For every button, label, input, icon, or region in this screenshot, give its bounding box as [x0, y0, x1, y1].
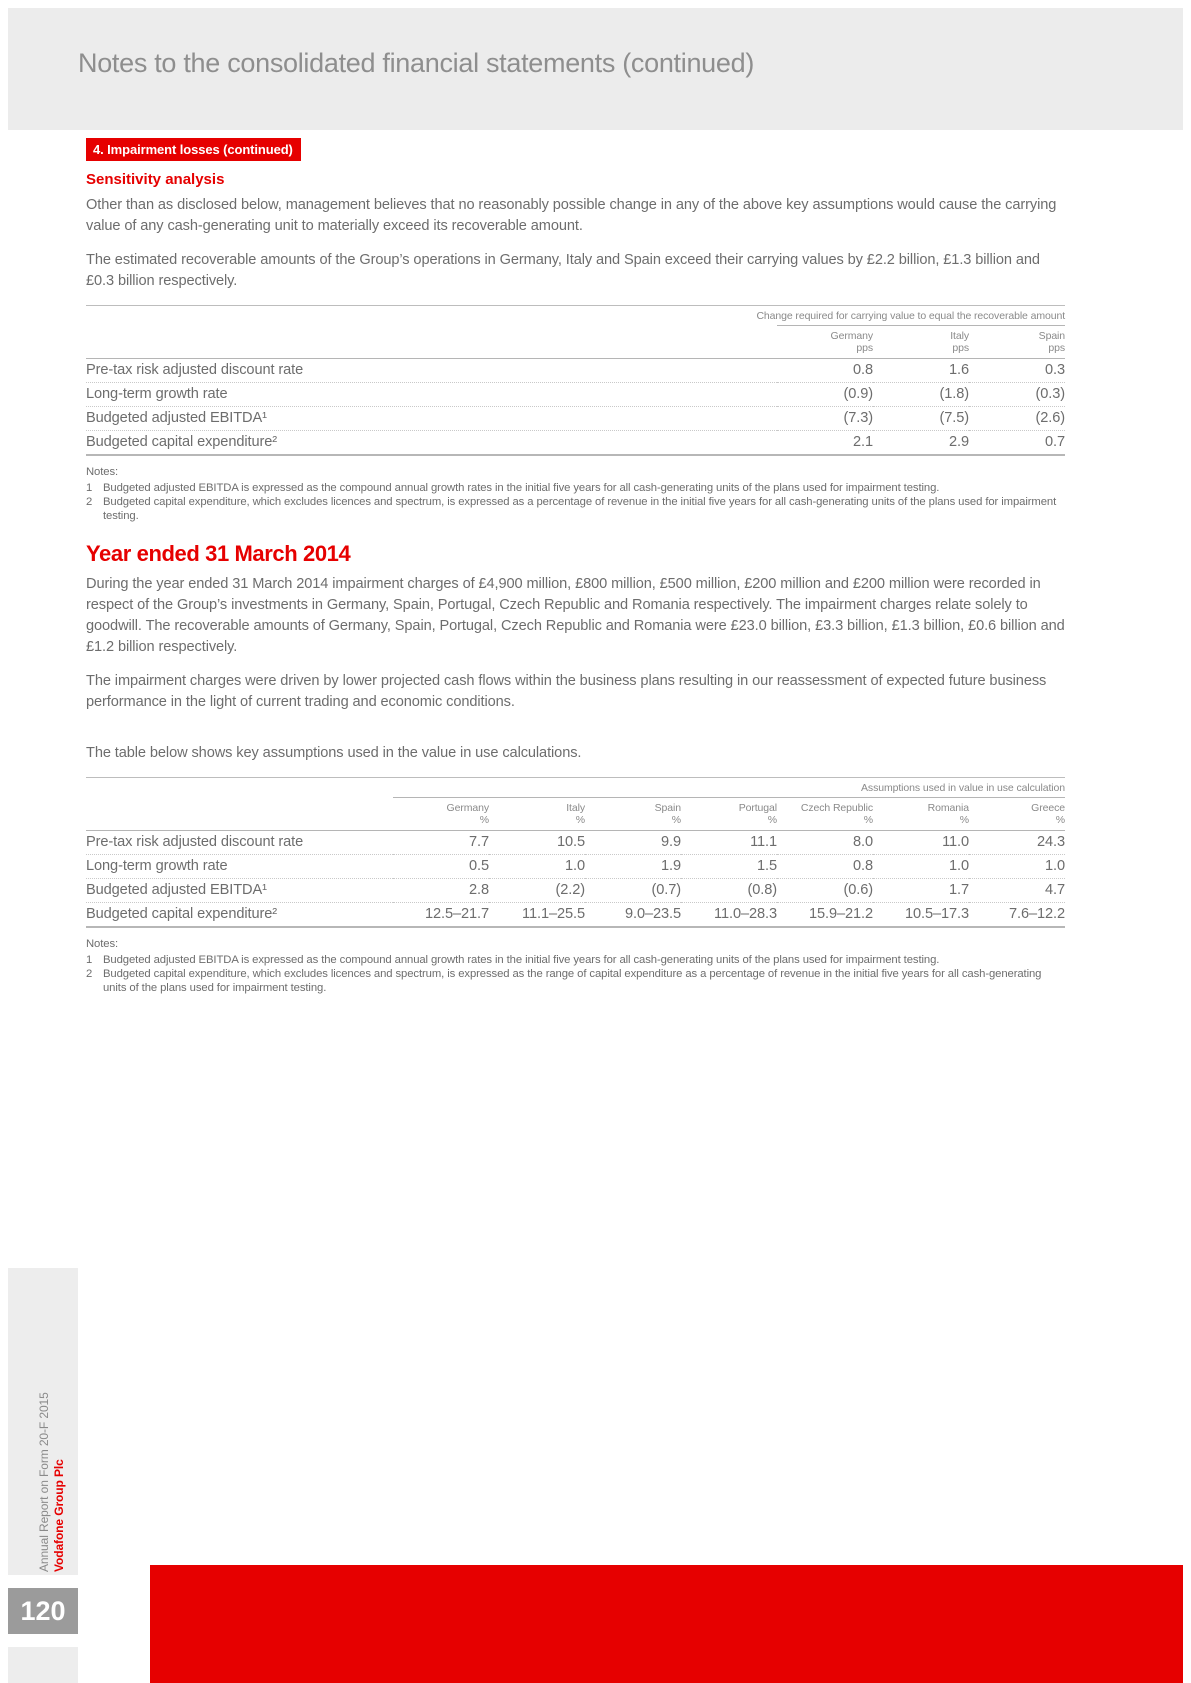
column-header-portugal: Portugal % — [681, 798, 777, 831]
carrying-value-sensitivity-table — [86, 305, 1065, 456]
value-cell: 9.9 — [585, 831, 681, 855]
row-label: Budgeted capital expenditure² — [86, 903, 393, 928]
value-cell: 11.0 — [873, 831, 969, 855]
column-header-germany: Germany % — [393, 798, 489, 831]
value-cell: 1.9 — [585, 855, 681, 879]
table-row — [86, 359, 1065, 383]
column-header-empty — [86, 798, 393, 831]
value-cell: (7.3) — [777, 407, 873, 431]
year2014-paragraph-3: The table below shows key assumptions used in the value in use calculations. — [86, 745, 582, 761]
table-row — [86, 407, 1065, 431]
page-title: Notes to the consolidated financial statements (continued) — [78, 48, 755, 78]
sidebar-brand: Vodafone Group Plc — [52, 1459, 66, 1572]
value-cell: (2.2) — [489, 879, 585, 903]
sidebar-vertical-text — [37, 1392, 67, 1572]
table-row — [86, 431, 1065, 456]
table-spanner — [86, 306, 1065, 327]
notes-heading: Notes: — [86, 938, 119, 950]
value-cell: 1.6 — [873, 359, 969, 383]
table-spanner-label: Assumptions used in value in use calculation — [861, 782, 1065, 794]
page-number-box — [8, 1588, 78, 1634]
sensitivity-heading: Sensitivity analysis — [86, 171, 225, 188]
value-cell: (0.9) — [777, 383, 873, 407]
note-item: 1 Budgeted adjusted EBITDA is expressed as the compound annual growth rates in the initial five years for all cash-generating units of the plans used for impairment testing. — [86, 481, 940, 494]
value-cell: (7.5) — [873, 407, 969, 431]
column-header-italy: Italy % — [489, 798, 585, 831]
year2014-paragraph-1: During the year ended 31 March 2014 impairment charges of £4,900 million, £800 million, £500 million, £200 million and £200 million were recorded in respect of the Group’s investments in Germany, Spain, Portugal, Czech Republic and Romania respectively. The impairment charges relate solely to goodwill. The recoverable amounts of Germany, Spain, Portugal, Czech Republic and Romania were £23.0 billion, £3.3 billion, £1.3 billion, £0.6 billion and £1.2 billion respectively. — [86, 576, 1065, 655]
sensitivity-paragraph-1: Other than as disclosed below, management believes that no reasonably possible change in any of the above key assumptions would cause the carrying value of any cash-generating unit to materially exceed its recoverable amount. — [86, 197, 1057, 234]
value-cell: 24.3 — [969, 831, 1065, 855]
value-cell: (0.3) — [969, 383, 1065, 407]
bottom-left-block — [8, 1647, 78, 1683]
column-header-italy: Italy pps — [873, 326, 969, 359]
table2-notes — [86, 938, 1065, 995]
value-cell: (0.8) — [681, 879, 777, 903]
column-header-empty — [86, 326, 777, 359]
column-header-greece: Greece % — [969, 798, 1065, 831]
notes-heading: Notes: — [86, 466, 119, 478]
value-cell: (0.7) — [585, 879, 681, 903]
value-cell: (1.8) — [873, 383, 969, 407]
column-header-romania: Romania % — [873, 798, 969, 831]
value-cell: 7.6–12.2 — [969, 903, 1065, 928]
table-row — [86, 879, 1065, 903]
value-cell: 11.1–25.5 — [489, 903, 585, 928]
value-cell: 0.7 — [969, 431, 1065, 456]
value-cell: (2.6) — [969, 407, 1065, 431]
row-label: Long-term growth rate — [86, 383, 777, 407]
value-cell: 15.9–21.2 — [777, 903, 873, 928]
row-label: Pre-tax risk adjusted discount rate — [86, 359, 777, 383]
column-header-spain: Spain % — [585, 798, 681, 831]
row-label: Pre-tax risk adjusted discount rate — [86, 831, 393, 855]
value-in-use-assumptions-table — [86, 777, 1065, 928]
value-cell: 10.5 — [489, 831, 585, 855]
value-cell: 0.8 — [777, 359, 873, 383]
column-header-czech-republic: Czech Republic % — [777, 798, 873, 831]
value-cell: 9.0–23.5 — [585, 903, 681, 928]
note-item: 1 Budgeted adjusted EBITDA is expressed as the compound annual growth rates in the initial five years for all cash-generating units of the plans used for impairment testing. — [86, 953, 940, 966]
page-number: 120 — [20, 1595, 66, 1626]
column-header-germany: Germany pps — [777, 326, 873, 359]
value-cell: 2.1 — [777, 431, 873, 456]
value-cell: 1.5 — [681, 855, 777, 879]
table-row — [86, 903, 1065, 928]
note-item: 2 Budgeted capital expenditure, which excludes licences and spectrum, is expressed as the range of capital expenditure as a percentage of revenue in the initial five years for all cash-generating units of the plans used for impairment testing. — [86, 968, 1042, 994]
row-label: Budgeted adjusted EBITDA¹ — [86, 407, 777, 431]
value-cell: 8.0 — [777, 831, 873, 855]
sensitivity-paragraph-2: The estimated recoverable amounts of the Group’s operations in Germany, Italy and Spain exceed their carrying values by £2.2 billion, £1.3 billion and £0.3 billion respectively. — [86, 252, 1040, 289]
year2014-paragraph-2: The impairment charges were driven by lower projected cash flows within the business plans resulting in our reassessment of expected future business performance in the light of current trading and economic conditions. — [86, 673, 1047, 710]
value-cell: 1.0 — [873, 855, 969, 879]
note-item: 2 Budgeted capital expenditure, which excludes licences and spectrum, is expressed as a percentage of revenue in the initial five years for all cash-generating units of the plans used for impairment testing. — [86, 496, 1057, 522]
table1-notes — [86, 466, 1065, 523]
value-cell: 10.5–17.3 — [873, 903, 969, 928]
row-label: Budgeted adjusted EBITDA¹ — [86, 879, 393, 903]
value-cell: 12.5–21.7 — [393, 903, 489, 928]
value-cell: 7.7 — [393, 831, 489, 855]
value-cell: 2.9 — [873, 431, 969, 456]
row-label: Budgeted capital expenditure² — [86, 431, 777, 456]
table-row — [86, 383, 1065, 407]
value-cell: 1.0 — [489, 855, 585, 879]
table-row — [86, 855, 1065, 879]
sidebar-report-title: Annual Report on Form 20-F 2015 — [37, 1392, 51, 1572]
value-cell: 1.0 — [969, 855, 1065, 879]
table-spanner-label: Change required for carrying value to equal the recoverable amount — [756, 310, 1066, 322]
row-label: Long-term growth rate — [86, 855, 393, 879]
value-cell: 0.3 — [969, 359, 1065, 383]
decorative-red-bar — [150, 1565, 1183, 1683]
section-badge: 4. Impairment losses (continued) — [86, 138, 301, 161]
main-content — [86, 130, 1065, 995]
value-cell: 2.8 — [393, 879, 489, 903]
value-cell: 4.7 — [969, 879, 1065, 903]
year-2014-heading: Year ended 31 March 2014 — [86, 541, 351, 566]
column-header-spain: Spain pps — [969, 326, 1065, 359]
value-cell: 11.1 — [681, 831, 777, 855]
value-cell: 1.7 — [873, 879, 969, 903]
value-cell: 0.5 — [393, 855, 489, 879]
value-cell: (0.6) — [777, 879, 873, 903]
table-row — [86, 831, 1065, 855]
value-cell: 0.8 — [777, 855, 873, 879]
value-cell: 11.0–28.3 — [681, 903, 777, 928]
table-spanner — [86, 778, 1065, 799]
